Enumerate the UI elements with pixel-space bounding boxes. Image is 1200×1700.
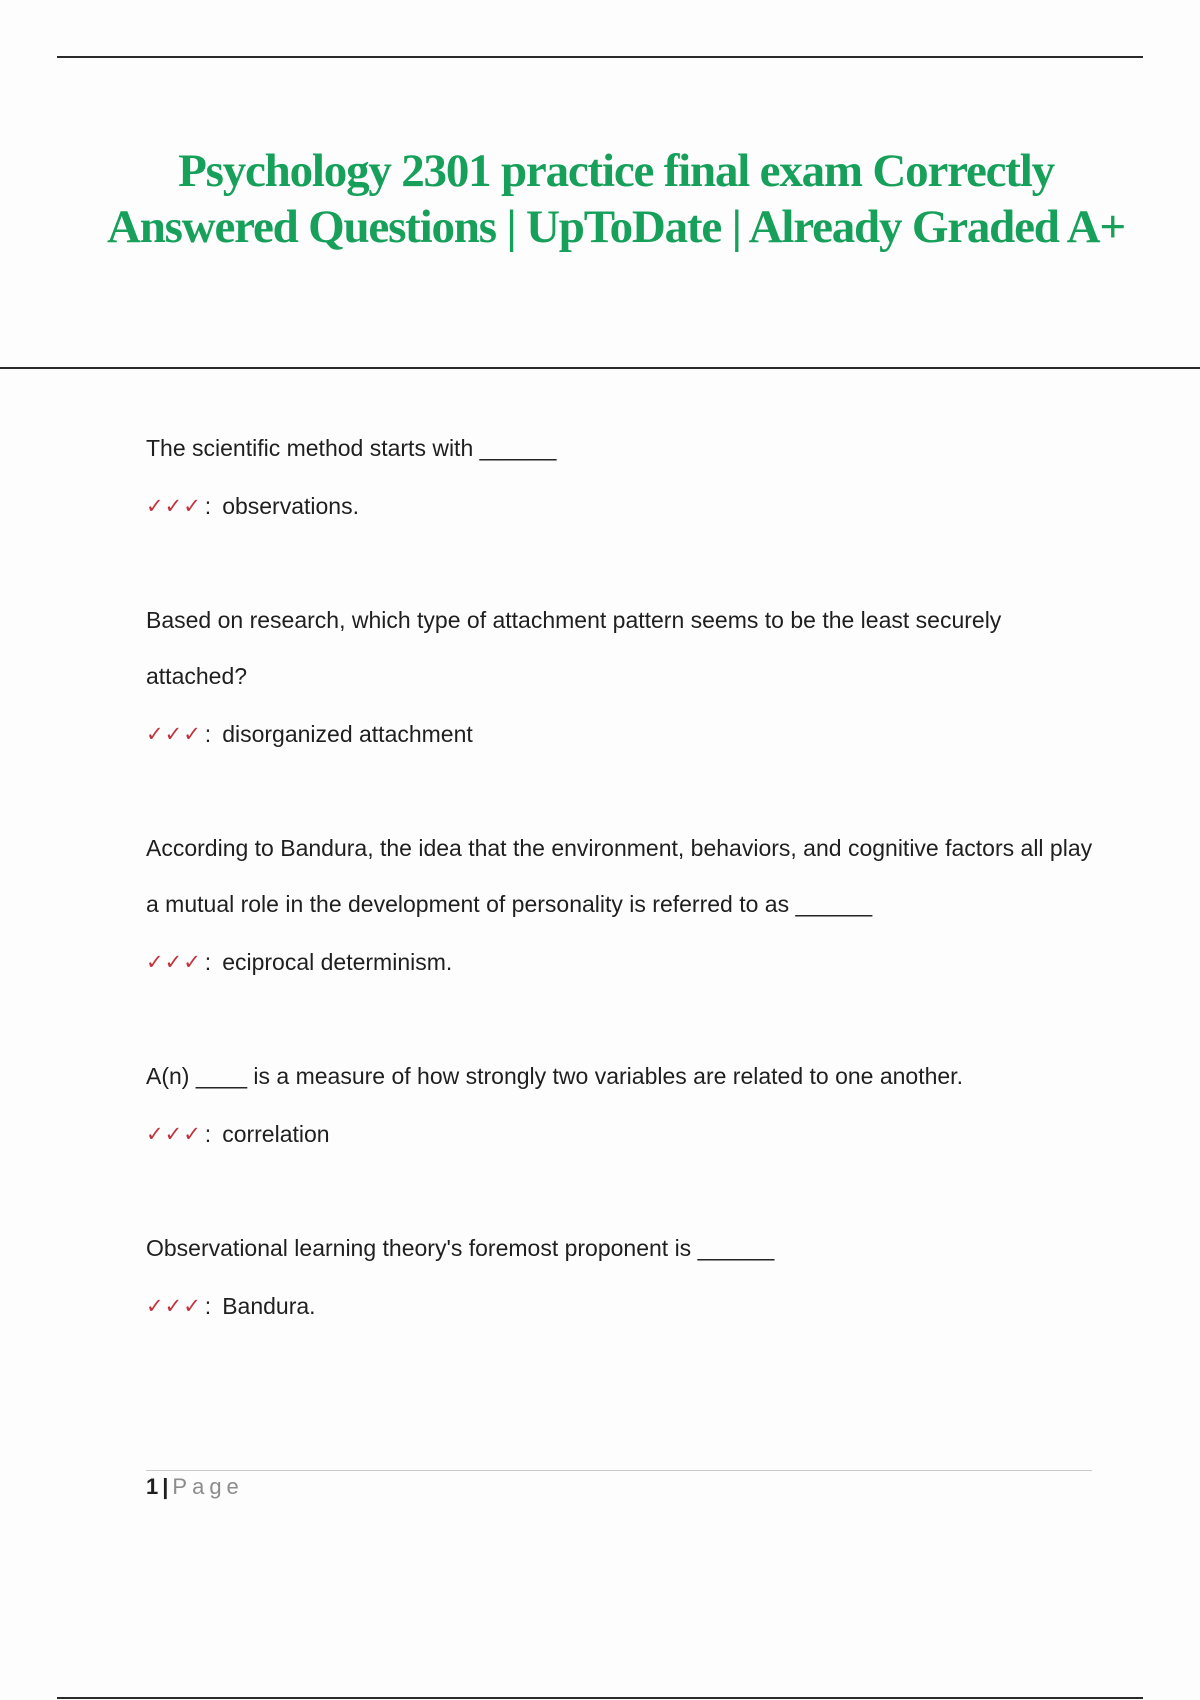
answer-line (146, 476, 1106, 536)
question-text: Observational learning theory's foremost proponent is ______ (146, 1235, 775, 1261)
answer-separator: : (204, 1293, 212, 1319)
page-separator: | (162, 1474, 169, 1499)
question-text: A(n) ____ is a measure of how strongly two variables are related to one another. (146, 1063, 963, 1089)
triple-check-icon: ✓✓✓ (146, 494, 202, 518)
qa-item (146, 1048, 1106, 1164)
question-text: The scientific method starts with ______ (146, 435, 557, 461)
page-footer (146, 1472, 244, 1502)
question-text: Based on research, which type of attachment pattern seems to be the least securely attached? (146, 607, 1002, 689)
answer-line (146, 932, 1106, 992)
answer-line (146, 1276, 1106, 1336)
answer-text: observations. (222, 493, 359, 519)
qa-item (146, 420, 1106, 536)
answer-separator: : (204, 949, 212, 975)
answer-line (146, 704, 1106, 764)
answer-text: eciprocal determinism. (222, 949, 453, 975)
qa-item (146, 592, 1106, 764)
title-divider (0, 367, 1200, 369)
qa-item (146, 820, 1106, 992)
answer-separator: : (204, 493, 212, 519)
top-rule (57, 56, 1143, 58)
answer-separator: : (204, 721, 212, 747)
answer-text: disorganized attachment (222, 721, 473, 747)
document-title: Psychology 2301 practice final exam Correctly Answered Questions | UpToDate | Already Graded A+ (106, 145, 1125, 253)
qa-item (146, 1220, 1106, 1336)
page-label: Page (172, 1474, 244, 1499)
question-answer-list (146, 420, 1106, 1336)
triple-check-icon: ✓✓✓ (146, 1122, 202, 1146)
triple-check-icon: ✓✓✓ (146, 722, 202, 746)
answer-text: correlation (222, 1121, 330, 1147)
triple-check-icon: ✓✓✓ (146, 1294, 202, 1318)
answer-line (146, 1104, 1106, 1164)
answer-separator: : (204, 1121, 212, 1147)
triple-check-icon: ✓✓✓ (146, 950, 202, 974)
answer-text: Bandura. (222, 1293, 316, 1319)
question-text: According to Bandura, the idea that the environment, behaviors, and cognitive factors all play a mutual role in the development of personality is referred to as ______ (146, 835, 1093, 917)
page-number: 1 (146, 1474, 159, 1499)
bottom-rule (57, 1697, 1143, 1699)
footer-divider (146, 1470, 1092, 1471)
